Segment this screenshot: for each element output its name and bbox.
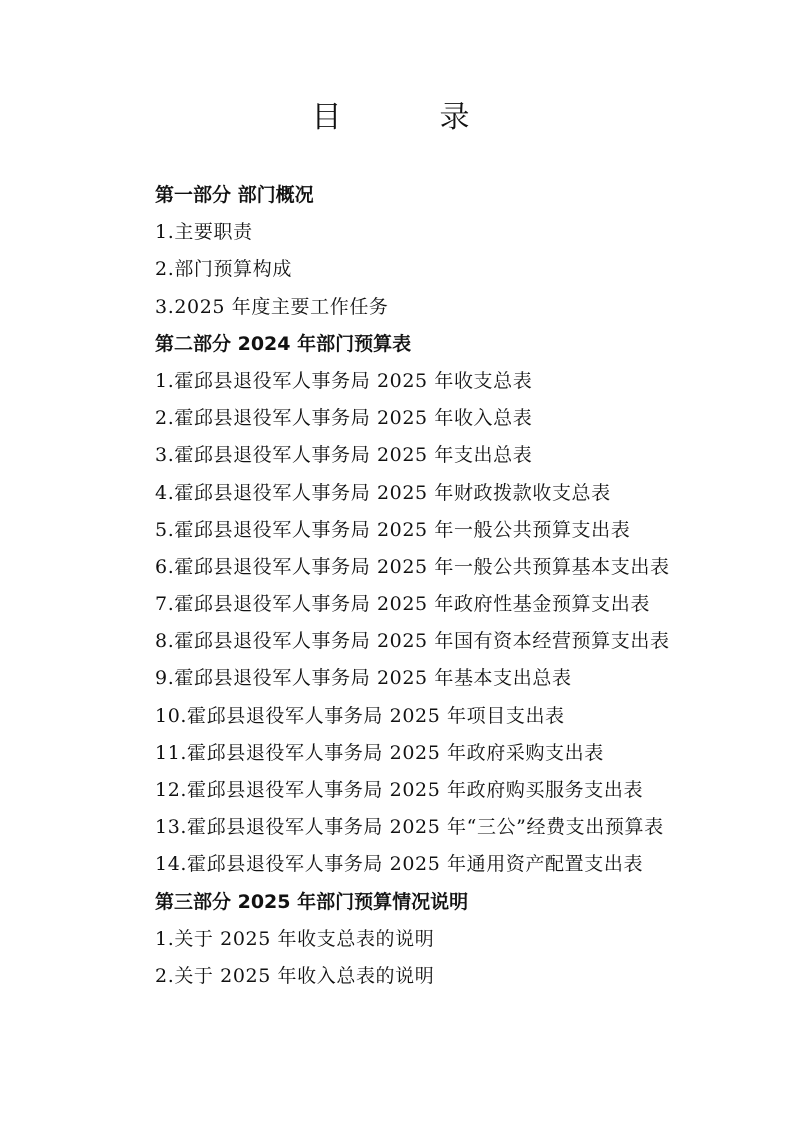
toc-section-heading: 第二部分 2024 年部门预算表 — [155, 332, 412, 355]
toc-entry: 3.2025 年度主要工作任务 — [155, 295, 389, 318]
table-of-contents — [155, 177, 670, 995]
toc-entry: 1.霍邱县退役军人事务局 2025 年收支总表 — [155, 369, 533, 392]
toc-entry: 13.霍邱县退役军人事务局 2025 年“三公”经费支出预算表 — [155, 816, 664, 839]
toc-entry: 14.霍邱县退役军人事务局 2025 年通用资产配置支出表 — [155, 853, 644, 876]
toc-entry: 2.关于 2025 年收入总表的说明 — [155, 964, 435, 987]
toc-entry: 11.霍邱县退役军人事务局 2025 年政府采购支出表 — [155, 741, 604, 764]
toc-entry: 9.霍邱县退役军人事务局 2025 年基本支出总表 — [155, 667, 572, 690]
toc-section-heading: 第一部分 部门概况 — [155, 184, 314, 206]
toc-section-heading: 第三部分 2025 年部门预算情况说明 — [155, 890, 469, 913]
toc-entry: 1.关于 2025 年收支总表的说明 — [155, 927, 435, 950]
toc-entry: 7.霍邱县退役军人事务局 2025 年政府性基金预算支出表 — [155, 593, 650, 616]
toc-entry: 10.霍邱县退役军人事务局 2025 年项目支出表 — [155, 704, 565, 727]
toc-entry: 2.霍邱县退役军人事务局 2025 年收入总表 — [155, 407, 533, 430]
toc-entry: 6.霍邱县退役军人事务局 2025 年一般公共预算基本支出表 — [155, 555, 670, 578]
page-title: 目 录 — [311, 100, 504, 135]
toc-entry: 3.霍邱县退役军人事务局 2025 年支出总表 — [155, 444, 533, 467]
toc-entry: 12.霍邱县退役军人事务局 2025 年政府购买服务支出表 — [155, 779, 644, 801]
toc-entry: 2.部门预算构成 — [155, 258, 292, 281]
toc-entry: 5.霍邱县退役军人事务局 2025 年一般公共预算支出表 — [155, 518, 631, 541]
toc-entry: 4.霍邱县退役军人事务局 2025 年财政拨款收支总表 — [155, 481, 611, 504]
toc-entry: 1.主要职责 — [155, 221, 253, 244]
toc-entry: 8.霍邱县退役军人事务局 2025 年国有资本经营预算支出表 — [155, 630, 670, 653]
